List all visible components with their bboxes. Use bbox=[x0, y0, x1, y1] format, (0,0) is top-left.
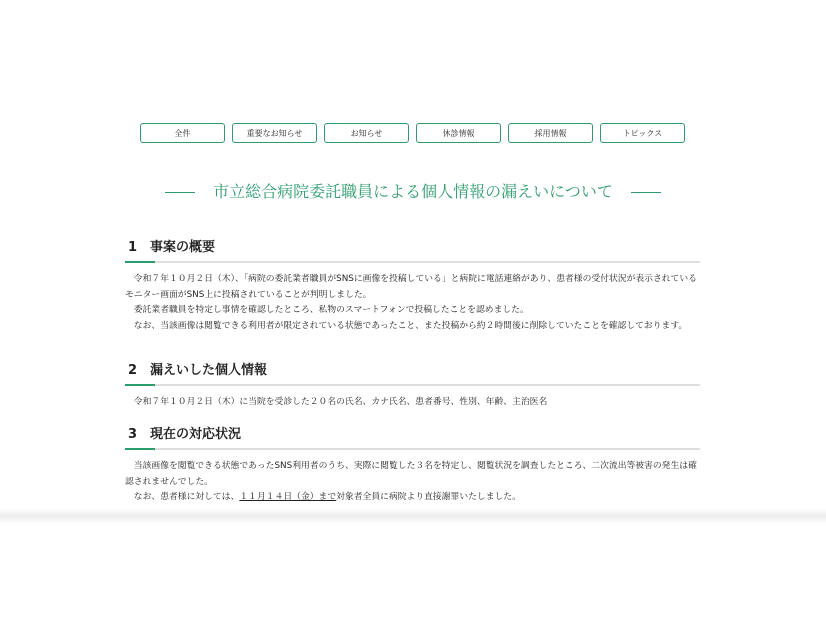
paragraph bbox=[125, 490, 700, 506]
nav-news-button[interactable]: お知らせ bbox=[324, 123, 409, 143]
section-number: 1 bbox=[128, 240, 138, 255]
section-response bbox=[125, 423, 700, 506]
category-nav bbox=[140, 123, 685, 143]
title-dash bbox=[165, 192, 195, 194]
text: なお、患者様に対しては、 bbox=[133, 492, 240, 502]
section-heading bbox=[125, 423, 700, 450]
paragraph: 令和７年１０月２日（木）、「病院の委託業者職員がSNSに画像を投稿している」と病院に電話連絡があり、患者様の受付状況が表示されているモニター画面がSNS上に投稿されていることが判明しました。 bbox=[125, 274, 697, 300]
section-title: 漏えいした個人情報 bbox=[150, 363, 268, 378]
paragraph: 委託業者職員を特定し事情を確認したところ、私物のスマートフォンで投稿したことを認めました。 bbox=[133, 305, 529, 315]
section-leaked-info bbox=[125, 359, 700, 411]
page-title bbox=[0, 179, 826, 202]
text: 対象者全員に病院より直接謝罪いたしました。 bbox=[336, 492, 521, 502]
page-bottom-shadow bbox=[0, 508, 826, 524]
title-dash bbox=[631, 192, 661, 194]
paragraph: 当該画像を閲覧できる状態であったSNS利用者のうち、実際に閲覧した３名を特定し、閲覧状況を調査したところ、二次流出等被害の発生は確認されませんでした。 bbox=[125, 461, 697, 487]
section-title: 事案の概要 bbox=[150, 240, 216, 255]
section-title: 現在の対応状況 bbox=[150, 427, 242, 442]
page-title-text: 市立総合病院委託職員による個人情報の漏えいについて bbox=[213, 182, 613, 201]
nav-closure-button[interactable]: 休診情報 bbox=[416, 123, 501, 143]
paragraph: なお、当該画像は閲覧できる利用者が限定されている状態であったこと、また投稿から約２時間後に削除していたことを確認しております。 bbox=[133, 320, 688, 331]
section-number: 3 bbox=[128, 427, 138, 442]
section-heading bbox=[125, 359, 700, 386]
section-heading bbox=[125, 236, 700, 263]
paragraph: 令和７年１０月２日（木）に当院を受診した２０名の氏名、カナ氏名、患者番号、性別、年齢、主治医名 bbox=[133, 397, 548, 407]
nav-important-button[interactable]: 重要なお知らせ bbox=[232, 123, 317, 143]
nav-recruit-button[interactable]: 採用情報 bbox=[508, 123, 593, 143]
nav-topics-button[interactable]: トピックス bbox=[600, 123, 685, 143]
underlined-date: １１月１４日（金）まで bbox=[239, 492, 337, 502]
nav-all-button[interactable]: 全件 bbox=[140, 123, 225, 143]
section-number: 2 bbox=[128, 363, 138, 378]
section-overview bbox=[125, 236, 700, 334]
